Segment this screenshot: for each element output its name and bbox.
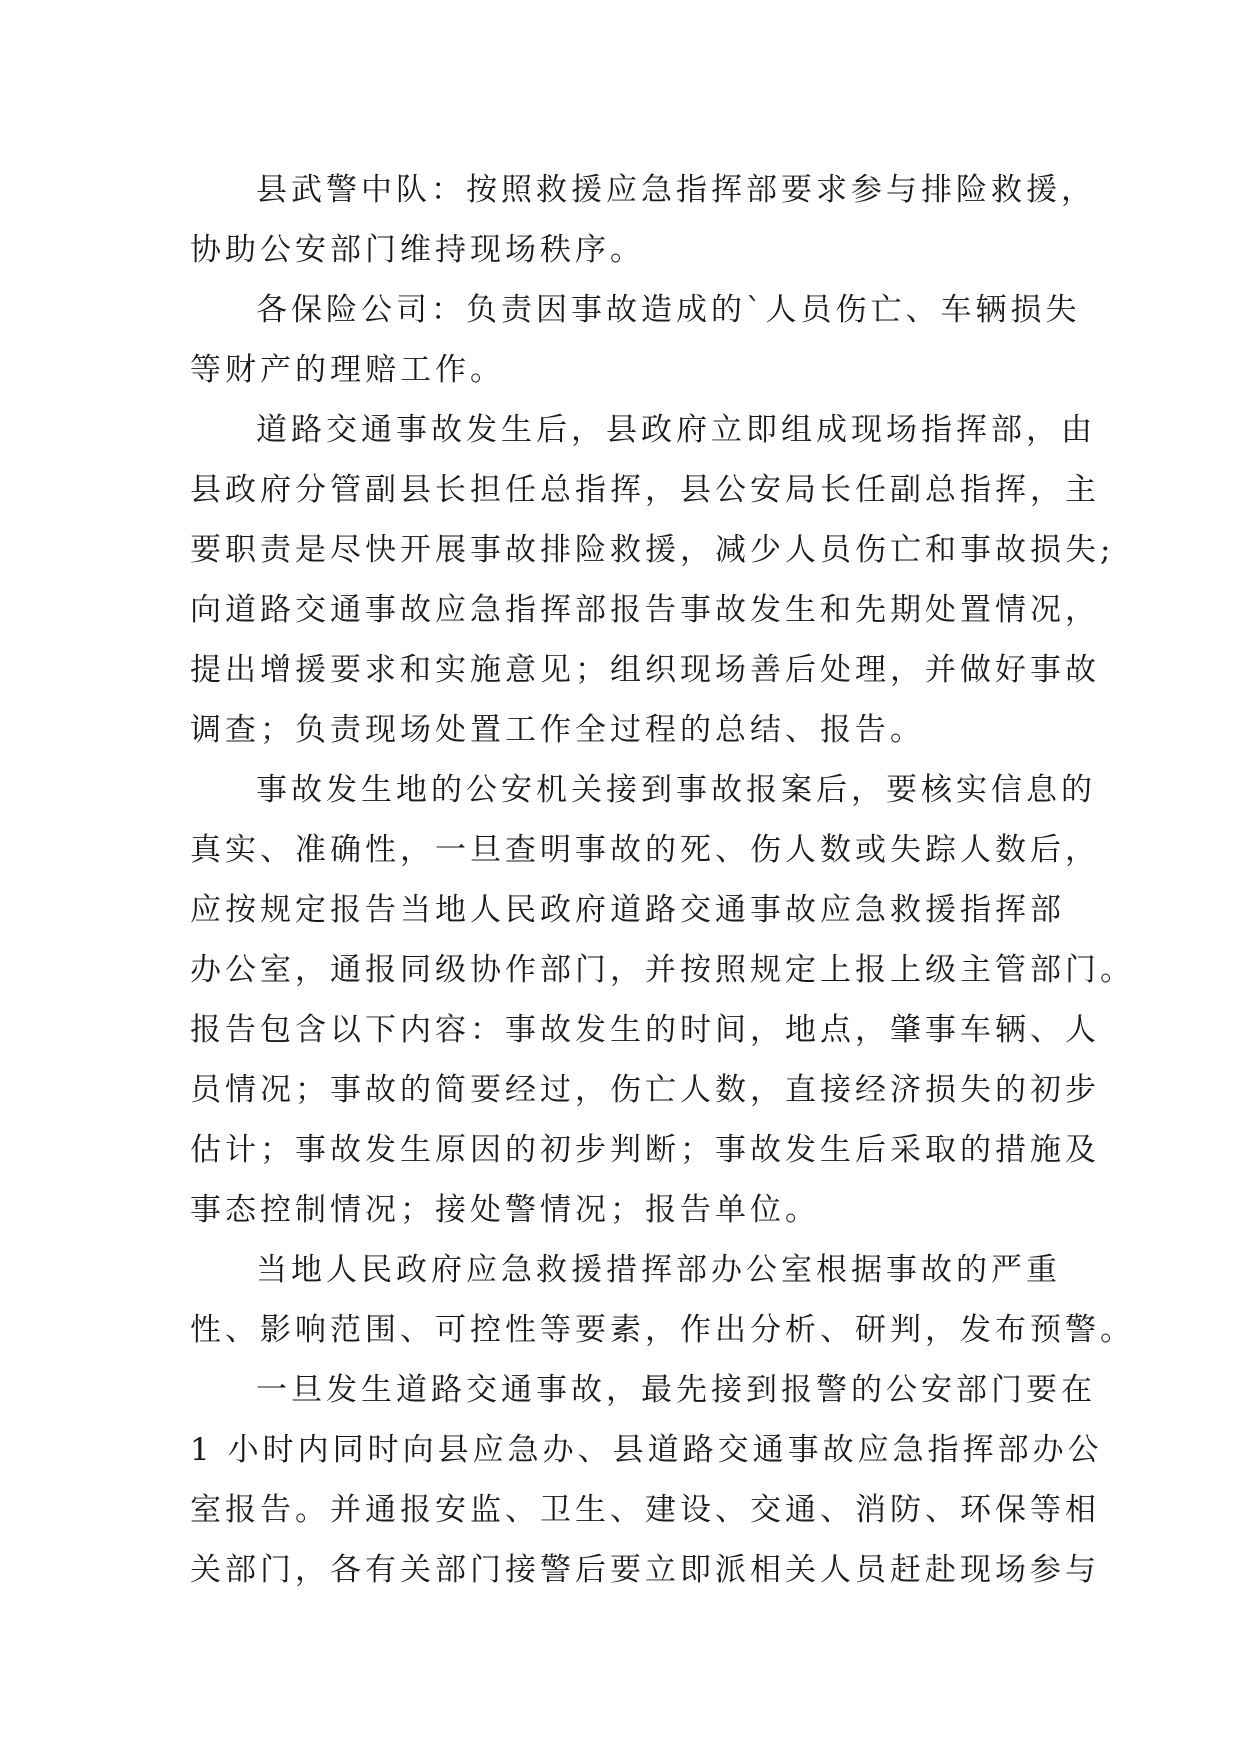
paragraph-warning xyxy=(190,1240,1135,1360)
paragraph-wujing xyxy=(190,160,1096,280)
paragraph-command-post xyxy=(190,400,1115,760)
paragraph-insurance xyxy=(190,280,1081,400)
paragraph-first-response xyxy=(190,1360,1103,1600)
paragraph-line: 县武警中队：按照救援应急指挥部要求参与排险救援， xyxy=(256,172,1096,208)
paragraph-line: 一旦发生道路交通事故，最先接到报警的公安部门要在 xyxy=(256,1372,1096,1408)
paragraph-line: 事故发生地的公安机关接到事故报案后，要核实信息的 xyxy=(256,772,1096,808)
paragraph-line: 要职责是尽快开展事故排险救援，减少人员伤亡和事故损失; xyxy=(190,532,1115,568)
paragraph-line: 事态控制情况；接处警情况；报告单位。 xyxy=(190,1192,820,1228)
paragraph-line: 应按规定报告当地人民政府道路交通事故应急救援指挥部 xyxy=(190,892,1065,928)
paragraph-line: 1 小时内同时向县应急办、县道路交通事故应急指挥部办公 xyxy=(190,1432,1103,1468)
paragraph-line: 县政府分管副县长担任总指挥，县公安局长任副总指挥，主 xyxy=(190,472,1100,508)
paragraph-line: 关部门，各有关部门接警后要立即派相关人员赶赴现场参与 xyxy=(190,1552,1100,1588)
paragraph-line: 道路交通事故发生后，县政府立即组成现场指挥部，由 xyxy=(256,412,1096,448)
paragraph-police-report xyxy=(190,760,1135,1240)
paragraph-line: 办公室，通报同级协作部门，并按照规定上报上级主管部门。 xyxy=(190,952,1135,988)
paragraph-line: 提出增援要求和实施意见；组织现场善后处理，并做好事故 xyxy=(190,652,1100,688)
paragraph-line: 真实、准确性，一旦查明事故的死、伤人数或失踪人数后， xyxy=(190,832,1100,868)
paragraph-line: 协助公安部门维持现场秩序。 xyxy=(190,232,645,268)
document-body xyxy=(190,160,1135,1600)
paragraph-line: 员情况；事故的简要经过，伤亡人数，直接经济损失的初步 xyxy=(190,1072,1100,1108)
paragraph-line: 室报告。并通报安监、卫生、建设、交通、消防、环保等相 xyxy=(190,1492,1100,1528)
paragraph-line: 当地人民政府应急救援措挥部办公室根据事故的严重 xyxy=(256,1252,1061,1288)
paragraph-line: 估计；事故发生原因的初步判断；事故发生后采取的措施及 xyxy=(190,1132,1100,1168)
paragraph-line: 性、影响范围、可控性等要素，作出分析、研判，发布预警。 xyxy=(190,1312,1135,1348)
paragraph-line: 调查；负责现场处置工作全过程的总结、报告。 xyxy=(190,712,925,748)
paragraph-line: 向道路交通事故应急指挥部报告事故发生和先期处置情况， xyxy=(190,592,1100,628)
paragraph-line: 各保险公司：负责因事故造成的`人员伤亡、车辆损失 xyxy=(256,292,1081,328)
paragraph-line: 等财产的理赔工作。 xyxy=(190,352,505,388)
paragraph-line: 报告包含以下内容：事故发生的时间，地点，肇事车辆、人 xyxy=(190,1012,1100,1048)
